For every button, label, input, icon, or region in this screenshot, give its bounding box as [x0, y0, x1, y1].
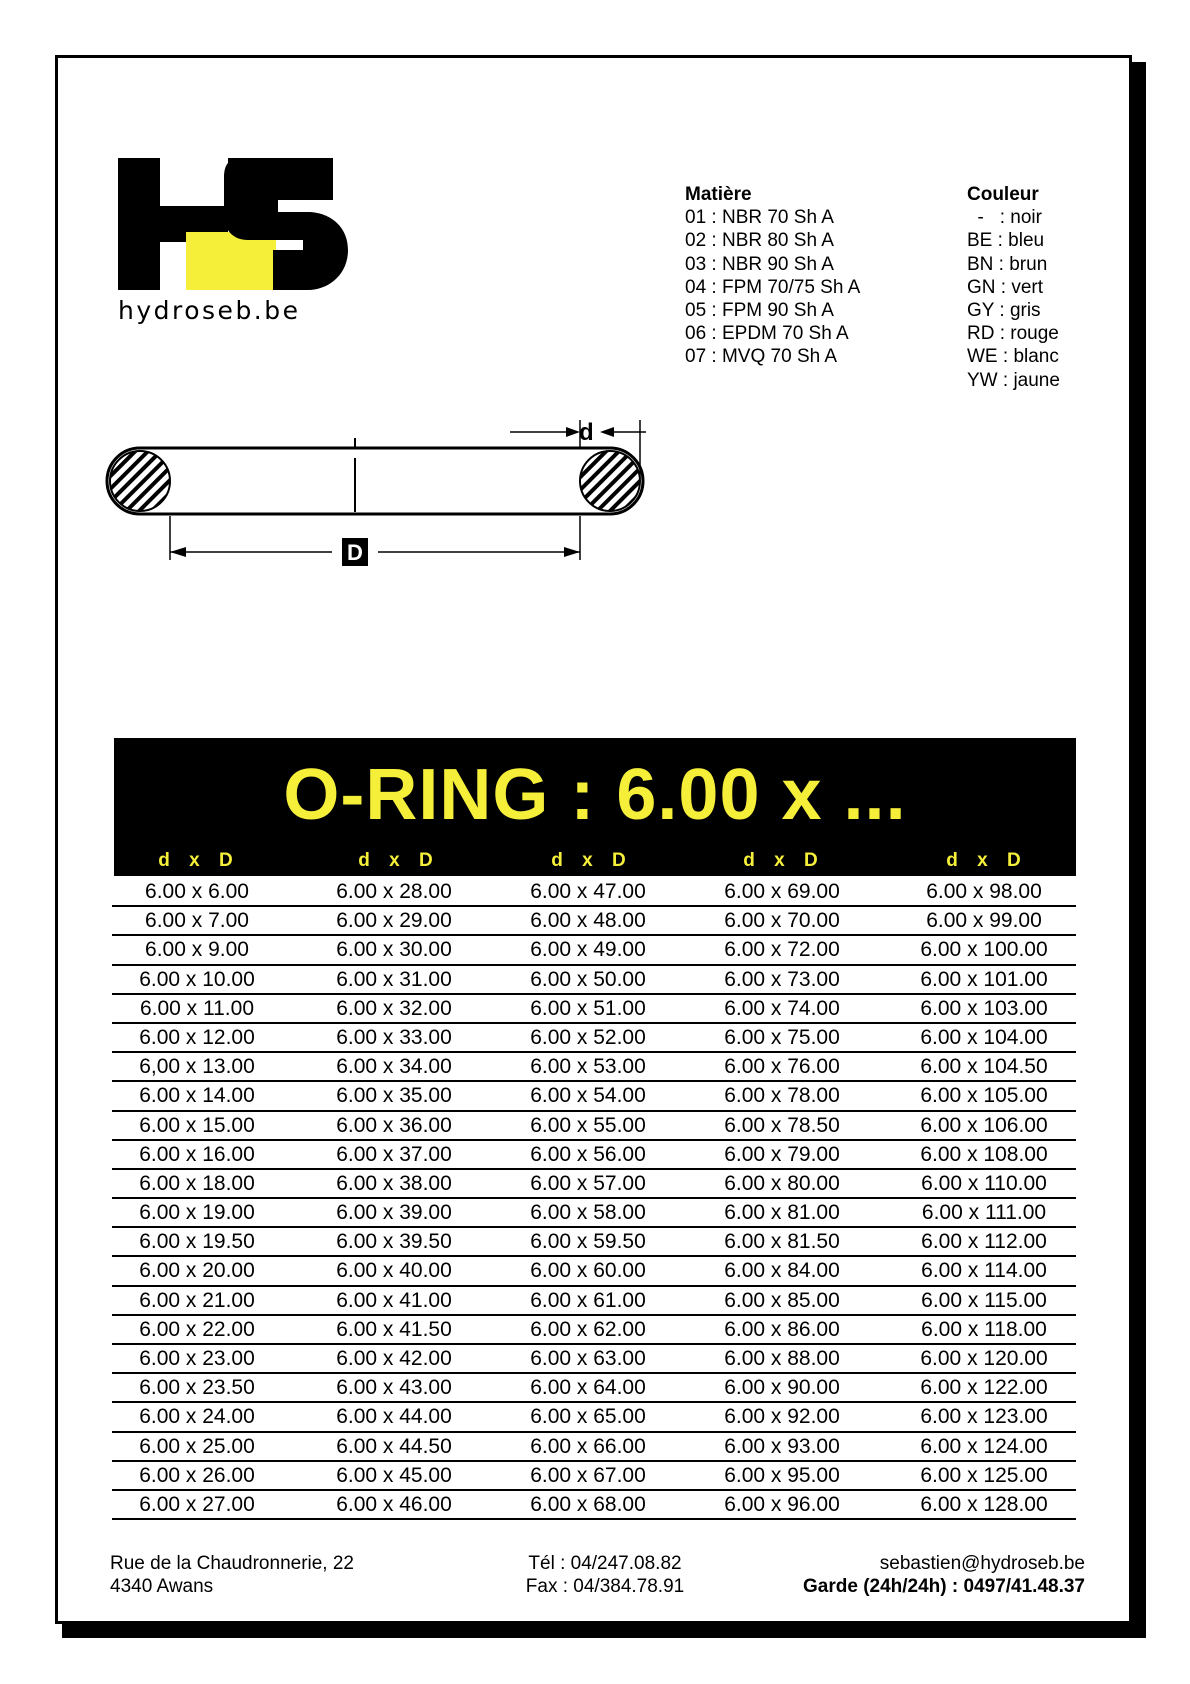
material-item: 04 : FPM 70/75 Sh A [685, 276, 861, 298]
table-row [112, 1433, 1076, 1462]
table-cell: 6.00 x 41.50 [336, 1317, 452, 1341]
table-cell: 6.00 x 57.00 [530, 1171, 646, 1195]
table-cell: 6.00 x 16.00 [139, 1142, 255, 1166]
table-row [112, 1403, 1076, 1432]
table-cell: 6.00 x 32.00 [336, 996, 452, 1020]
table-cell: 6.00 x 6.00 [145, 880, 249, 903]
column-header: d x D [743, 850, 825, 871]
address-line2: 4340 Awans [110, 1576, 214, 1597]
column-header: d x D [158, 850, 240, 871]
table-cell: 6.00 x 88.00 [724, 1347, 840, 1370]
table-row [112, 1170, 1076, 1199]
table-cell: 6.00 x 20.00 [139, 1259, 255, 1283]
material-item: 07 : MVQ 70 Sh A [685, 346, 838, 368]
table-cell: 6.00 x 19.00 [139, 1201, 255, 1225]
table-cell: 6.00 x 40.00 [336, 1259, 452, 1283]
table-cell: 6.00 x 72.00 [724, 938, 840, 962]
table-cell: 6.00 x 73.00 [724, 967, 840, 991]
color-item: GY : gris [967, 300, 1041, 322]
table-cell: 6.00 x 68.00 [530, 1492, 646, 1516]
table-cell: 6.00 x 38.00 [336, 1171, 452, 1195]
table-cell: 6.00 x 124.00 [920, 1434, 1048, 1458]
table-cell: 6.00 x 29.00 [336, 909, 452, 933]
address-line1: Rue de la Chaudronnerie, 22 [110, 1553, 355, 1574]
logo-text: hydroseb.be [118, 296, 301, 325]
color-item: YW : jaune [967, 369, 1060, 391]
garde-text: Garde (24h/24h) : 0497/41.48.37 [803, 1576, 1085, 1597]
table-cell: 6.00 x 51.00 [530, 996, 646, 1020]
table-cell: 6.00 x 14.00 [139, 1084, 255, 1108]
table-cell: 6.00 x 80.00 [724, 1171, 840, 1195]
table-cell: 6.00 x 95.00 [724, 1463, 840, 1487]
footer-phone [520, 1552, 690, 1598]
table-cell: 6.00 x 115.00 [921, 1288, 1047, 1312]
table-row [112, 1374, 1076, 1403]
table-row [112, 1053, 1076, 1082]
table-row [112, 1024, 1076, 1053]
table-cell: 6.00 x 78.00 [724, 1084, 840, 1108]
table-cell: 6.00 x 59.50 [530, 1230, 646, 1254]
table-cell: 6.00 x 105.00 [920, 1084, 1048, 1108]
table-cell: 6.00 x 24.00 [139, 1405, 255, 1429]
table-cell: 6.00 x 98.00 [926, 880, 1042, 903]
table-cell: 6,00 x 13.00 [139, 1055, 255, 1079]
table-cell: 6.00 x 15.00 [139, 1113, 255, 1137]
table-cell: 6.00 x 61.00 [530, 1288, 646, 1312]
table-row [112, 966, 1076, 995]
table-row [112, 1228, 1076, 1257]
table-cell: 6.00 x 44.50 [336, 1434, 452, 1458]
table-cell: 6.00 x 39.50 [336, 1230, 452, 1254]
table-cell: 6.00 x 60.00 [530, 1259, 646, 1283]
table-cell: 6.00 x 11.00 [139, 996, 255, 1020]
page-title: O-RING : 6.00 x ... [114, 738, 1076, 846]
table-row [112, 1345, 1076, 1374]
table-cell: 6.00 x 43.00 [336, 1376, 452, 1400]
table-cell: 6.00 x 63.00 [530, 1347, 646, 1370]
table-cell: 6.00 x 21.00 [139, 1288, 255, 1312]
table-cell: 6.00 x 49.00 [530, 938, 646, 962]
table-row [112, 878, 1076, 907]
table-cell: 6.00 x 56.00 [530, 1142, 646, 1166]
table-cell: 6.00 x 50.00 [530, 967, 646, 991]
table-cell: 6.00 x 101.00 [920, 967, 1048, 991]
table-cell: 6.00 x 33.00 [336, 1025, 452, 1049]
color-legend [967, 183, 1060, 392]
table-cell: 6.00 x 27.00 [139, 1492, 255, 1516]
table-cell: 6.00 x 26.00 [139, 1463, 255, 1487]
table-cell: 6.00 x 100.00 [920, 938, 1048, 962]
table-cell: 6.00 x 111.00 [921, 1201, 1047, 1225]
color-item: - : noir [967, 207, 1042, 229]
table-cell: 6.00 x 53.00 [530, 1055, 646, 1079]
table-cell: 6.00 x 48.00 [530, 909, 646, 933]
table-cell: 6.00 x 123.00 [920, 1405, 1048, 1429]
table-cell: 6.00 x 75.00 [724, 1025, 840, 1049]
color-heading: Couleur [967, 184, 1039, 205]
table-cell: 6.00 x 67.00 [530, 1463, 646, 1487]
table-cell: 6.00 x 55.00 [530, 1113, 646, 1137]
table-cell: 6.00 x 47.00 [530, 880, 646, 903]
table-cell: 6.00 x 81.00 [724, 1201, 840, 1225]
table-cell: 6.00 x 96.00 [724, 1492, 840, 1516]
table-cell: 6.00 x 108.00 [920, 1142, 1048, 1166]
table-cell: 6.00 x 114.00 [921, 1259, 1047, 1283]
table-cell: 6.00 x 84.00 [724, 1259, 840, 1283]
table-cell: 6.00 x 128.00 [920, 1492, 1048, 1516]
label-d: d [579, 419, 594, 446]
size-table [112, 878, 1076, 1520]
table-cell: 6.00 x 120.00 [920, 1347, 1048, 1370]
table-cell: 6.00 x 79.00 [724, 1142, 840, 1166]
table-cell: 6.00 x 81.50 [724, 1230, 840, 1254]
table-cell: 6.00 x 90.00 [724, 1376, 840, 1400]
table-cell: 6.00 x 86.00 [724, 1317, 840, 1341]
table-cell: 6.00 x 23.50 [139, 1376, 255, 1400]
label-D: D [347, 540, 363, 565]
table-cell: 6.00 x 122.00 [920, 1376, 1048, 1400]
table-row [112, 1082, 1076, 1111]
table-cell: 6.00 x 125.00 [920, 1463, 1048, 1487]
material-item: 01 : NBR 70 Sh A [685, 207, 834, 229]
color-item: BE : bleu [967, 230, 1045, 252]
material-item: 06 : EPDM 70 Sh A [685, 323, 849, 345]
table-cell: 6.00 x 34.00 [336, 1055, 452, 1079]
table-cell: 6.00 x 99.00 [926, 909, 1042, 933]
table-cell: 6.00 x 7.00 [145, 909, 249, 933]
table-cell: 6.00 x 37.00 [336, 1142, 452, 1166]
material-item: 05 : FPM 90 Sh A [685, 300, 834, 322]
table-cell: 6.00 x 46.00 [336, 1492, 452, 1516]
table-cell: 6.00 x 103.00 [920, 996, 1048, 1020]
table-cell: 6.00 x 112.00 [921, 1230, 1047, 1254]
table-cell: 6.00 x 22.00 [139, 1317, 255, 1341]
table-row [112, 1257, 1076, 1286]
table-cell: 6.00 x 93.00 [724, 1434, 840, 1458]
table-cell: 6.00 x 19.50 [139, 1230, 255, 1254]
table-row [112, 1199, 1076, 1228]
table-cell: 6.00 x 39.00 [336, 1201, 452, 1225]
d-dimension [500, 418, 660, 458]
color-item: WE : blanc [967, 346, 1059, 368]
column-header: d x D [946, 850, 1028, 871]
table-cell: 6.00 x 110.00 [921, 1171, 1047, 1195]
table-cell: 6.00 x 78.50 [724, 1113, 840, 1137]
table-cell: 6.00 x 44.00 [336, 1405, 452, 1429]
material-item: 02 : NBR 80 Sh A [685, 230, 834, 252]
footer-contact [803, 1552, 1085, 1598]
color-item: GN : vert [967, 276, 1044, 298]
table-cell: 6.00 x 70.00 [724, 909, 840, 933]
table-row [112, 1287, 1076, 1316]
material-item: 03 : NBR 90 Sh A [685, 253, 834, 275]
table-cell: 6.00 x 10.00 [139, 967, 255, 991]
table-cell: 6.00 x 62.00 [530, 1317, 646, 1341]
table-row [112, 1141, 1076, 1170]
email-link[interactable]: sebastien@hydroseb.be [879, 1553, 1085, 1574]
table-row [112, 1112, 1076, 1141]
material-heading: Matière [685, 184, 752, 205]
table-row [112, 936, 1076, 965]
table-cell: 6.00 x 104.00 [920, 1025, 1048, 1049]
table-cell: 6.00 x 65.00 [530, 1405, 646, 1429]
table-row [112, 1491, 1076, 1520]
table-cell: 6.00 x 18.00 [139, 1171, 255, 1195]
table-cell: 6.00 x 64.00 [530, 1376, 646, 1400]
material-legend [685, 183, 860, 369]
footer-address [110, 1552, 354, 1598]
table-cell: 6.00 x 25.00 [139, 1434, 255, 1458]
table-row [112, 995, 1076, 1024]
table-cell: 6.00 x 52.00 [530, 1025, 646, 1049]
color-item: BN : brun [967, 253, 1048, 275]
table-cell: 6.00 x 92.00 [724, 1405, 840, 1429]
table-row [112, 907, 1076, 936]
fax-text: Fax : 04/384.78.91 [525, 1576, 685, 1597]
table-cell: 6.00 x 31.00 [336, 967, 452, 991]
table-cell: 6.00 x 12.00 [139, 1025, 255, 1049]
table-cell: 6.00 x 118.00 [921, 1317, 1047, 1341]
table-cell: 6.00 x 30.00 [336, 938, 452, 962]
table-cell: 6.00 x 36.00 [336, 1113, 452, 1137]
table-header [114, 846, 1076, 876]
table-cell: 6.00 x 23.00 [139, 1347, 255, 1370]
table-cell: 6.00 x 85.00 [724, 1288, 840, 1312]
column-header: d x D [358, 850, 440, 871]
table-cell: 6.00 x 28.00 [336, 880, 452, 903]
table-cell: 6.00 x 54.00 [530, 1084, 646, 1108]
table-cell: 6.00 x 104.50 [920, 1055, 1048, 1079]
column-header: d x D [551, 850, 633, 871]
table-cell: 6.00 x 76.00 [724, 1055, 840, 1079]
table-cell: 6.00 x 106.00 [920, 1113, 1048, 1137]
table-cell: 6.00 x 9.00 [145, 938, 249, 962]
table-cell: 6.00 x 58.00 [530, 1201, 646, 1225]
table-cell: 6.00 x 45.00 [336, 1463, 452, 1487]
table-cell: 6.00 x 42.00 [336, 1347, 452, 1370]
table-cell: 6.00 x 41.00 [336, 1288, 452, 1312]
table-cell: 6.00 x 74.00 [724, 996, 840, 1020]
table-row [112, 1462, 1076, 1491]
table-cell: 6.00 x 69.00 [724, 880, 840, 903]
color-item: RD : rouge [967, 323, 1059, 345]
table-cell: 6.00 x 35.00 [336, 1084, 452, 1108]
tel-text: Tél : 04/247.08.82 [528, 1553, 682, 1574]
table-cell: 6.00 x 66.00 [530, 1434, 646, 1458]
table-row [112, 1316, 1076, 1345]
